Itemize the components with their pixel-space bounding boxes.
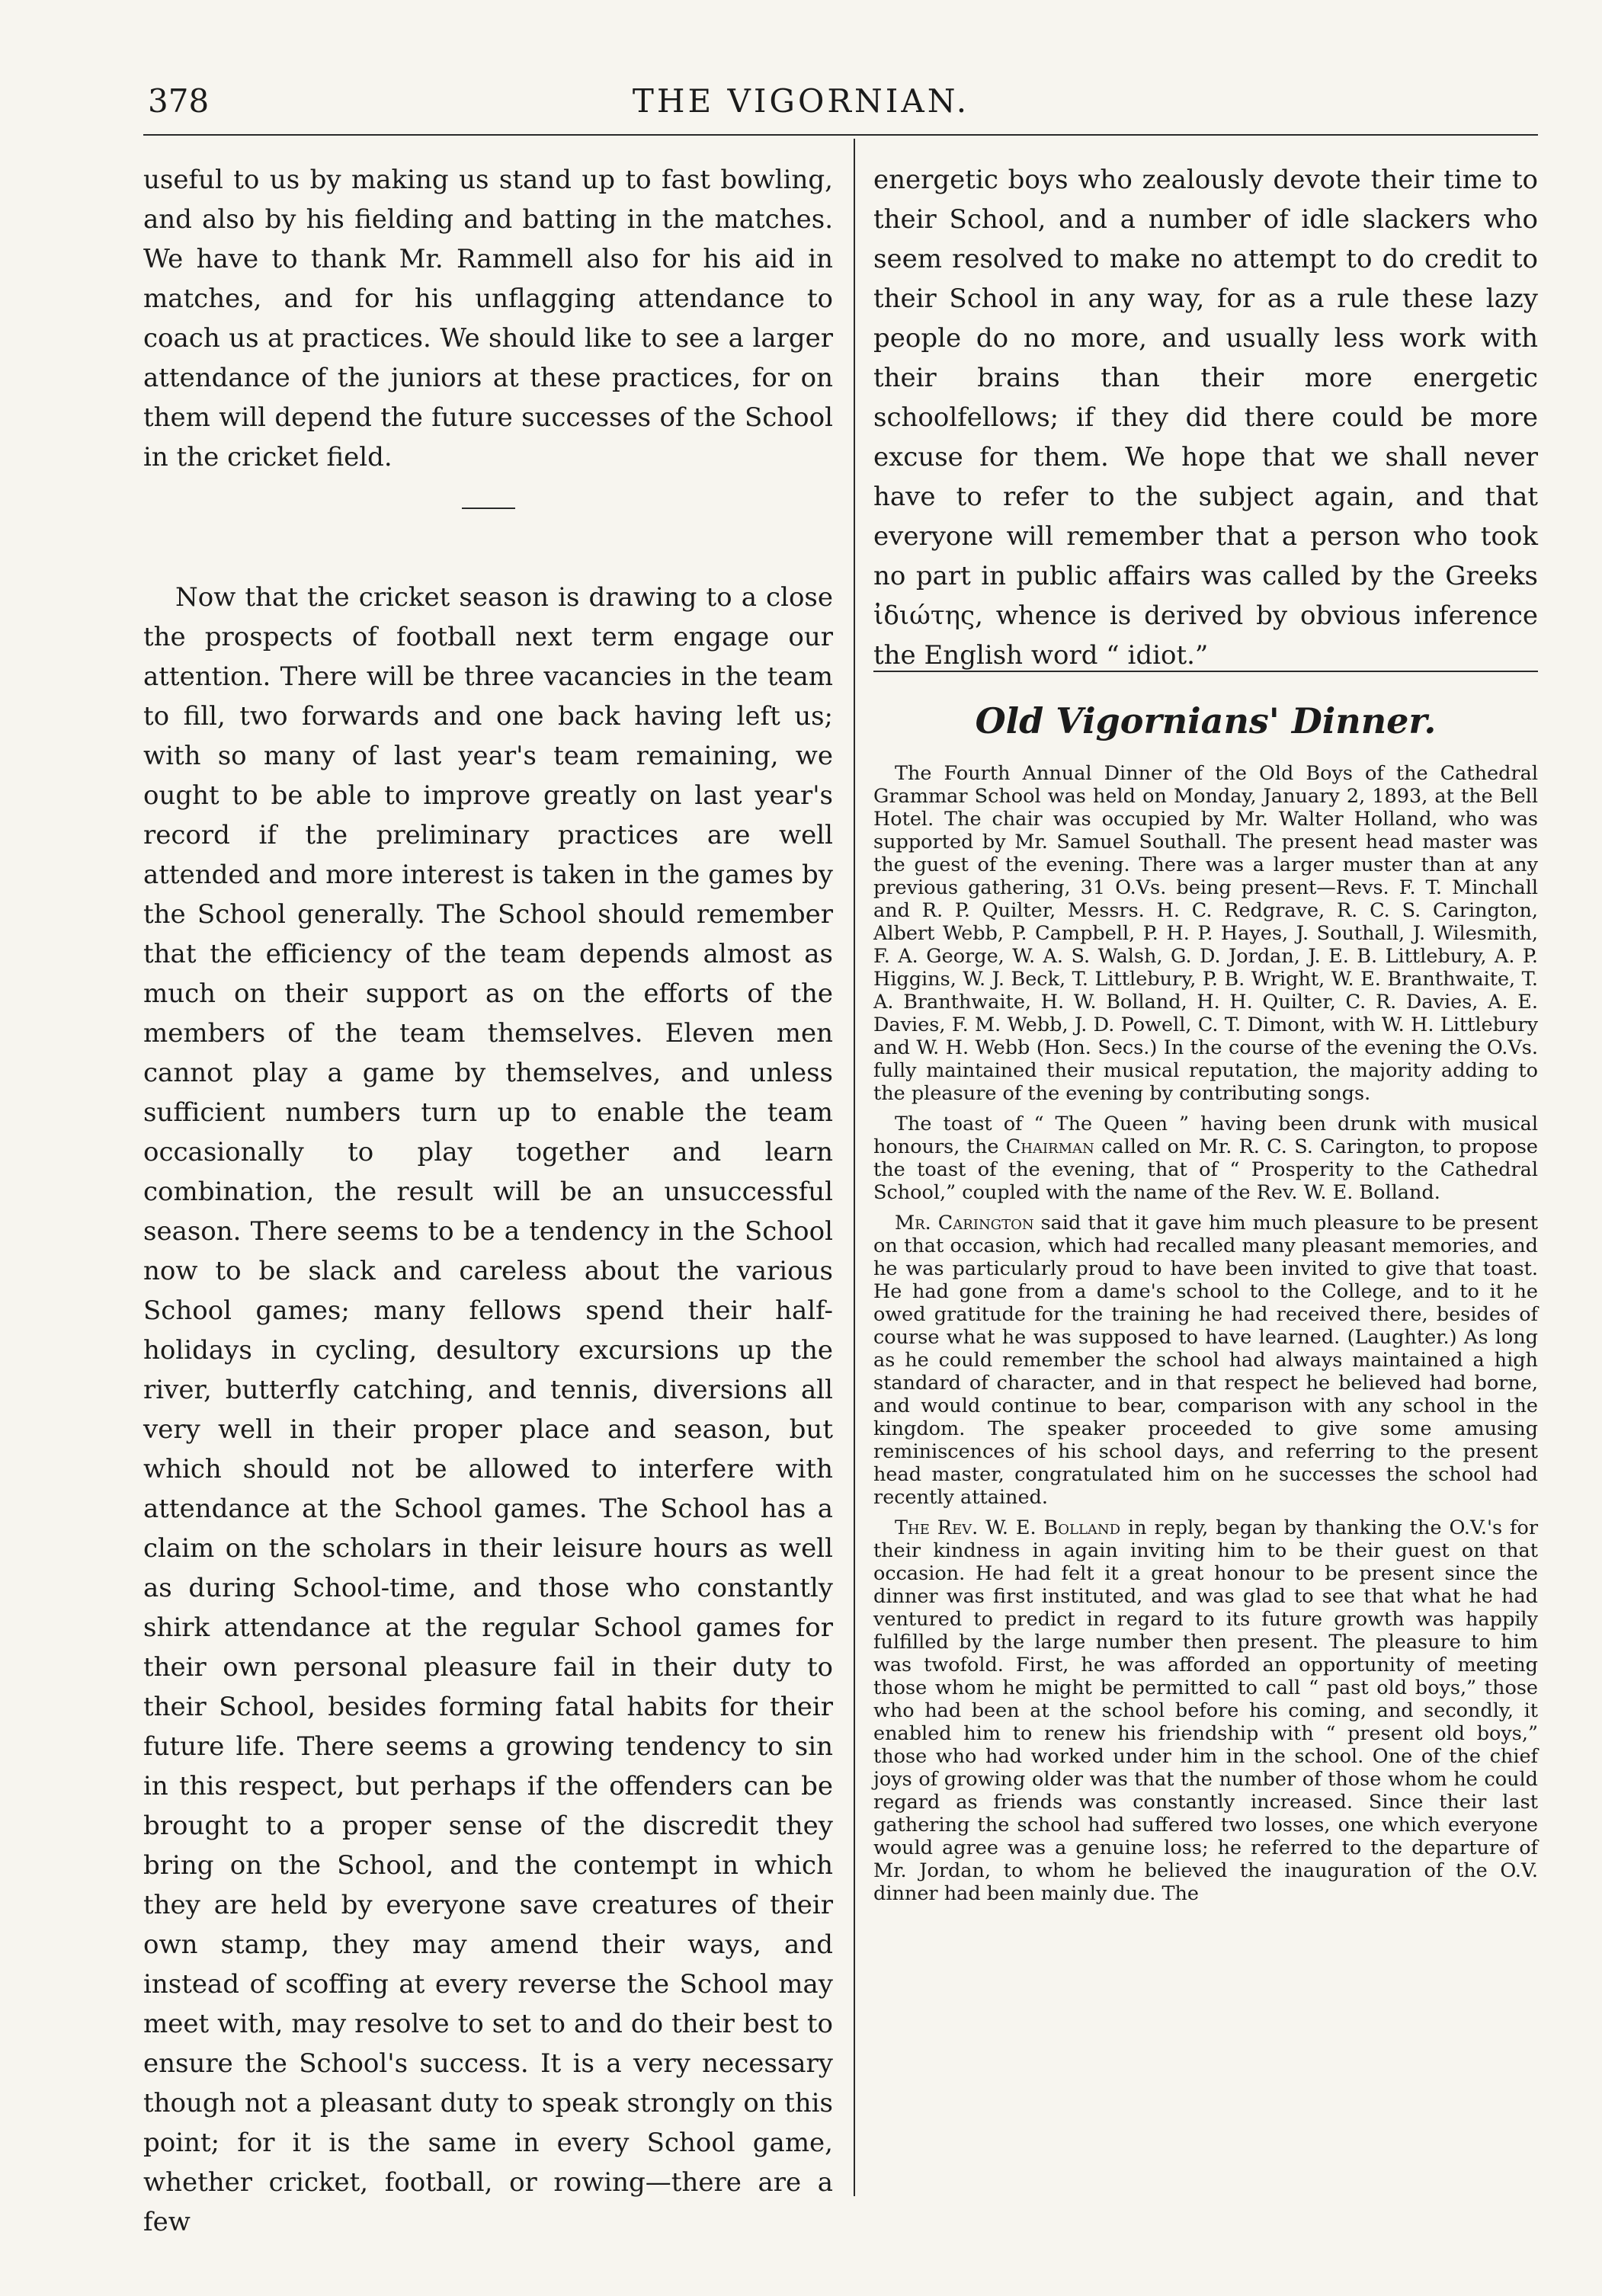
dinner-paragraph-4 — [873, 1516, 1538, 1905]
header-rule — [143, 134, 1538, 136]
dinner-paragraph-2-after: called on Mr. R. C. S. Carington, to propose the toast of the evening, that of “ Prosperity to the Cathedral School,” coupled with the name of the Rev. W. E. Bolland. — [873, 1135, 1539, 1204]
dinner-paragraph-2 — [873, 1113, 1538, 1204]
left-column — [143, 160, 833, 2242]
article-rule — [873, 671, 1538, 672]
dinner-report — [873, 762, 1538, 1913]
left-paragraph-1: useful to us by making us stand up to fast bowling, and also by his fielding and batting in the matches. We have to thank Mr. Rammell also for his aid in matches, and for his unflagging attendance to coach us at practices. We should like to see a larger attendance of the juniors at these practices, for on them will depend the future successes of the School in the cricket field. — [143, 165, 833, 472]
article-title: Old Vigornians' Dinner. — [975, 700, 1437, 741]
dinner-paragraph-4-text: in reply, began by thanking the O.V.'s for their kindness in again inviting him to be their guest on that occasion. He had felt it a great honour to be present since the dinner was first instituted, and was glad to see that what he had ventured to predict in regard to its future growth was happily fulfilled by the large number then present. The pleasure to him was twofold. First, he was afforded an opportunity of meeting those whom he might be permitted to call “ past old boys,” those who had been at the school before his coming, and secondly, it enabled him to renew his friendship with “ present old boys,” those who had worked under him in the school. One of the chief joys of growing older was that the number of those whom he could regard as friends was constantly increased. Since their last gathering the school had suffered two losses, one which everyone would agree was a genuine loss; he referred to the departure of Mr. Jordan, to whom he believed the inauguration of the O.V. dinner had been mainly due. The — [873, 1516, 1539, 1905]
speaker-carington: Mr. Carington — [895, 1212, 1034, 1234]
speaker-chairman: Chairman — [1005, 1135, 1094, 1158]
speaker-bolland: The Rev. W. E. Bolland — [895, 1516, 1121, 1539]
running-title: THE VIGORNIAN. — [632, 82, 970, 120]
left-paragraph-2: Now that the cricket season is drawing to a close the prospects of football next term engage our attention. There will be three vacancies in the team to fill, two forwards and one back having left us; with so many of last year's team remaining, we ought to be able to improve greatly on last year's record if the preliminary practices are well attended and more interest is taken in the games by the School generally. The School should remember that the efficiency of the team depends almost as much on their support as on the efforts of the members of the team themselves. Eleven men cannot play a game by themselves, and unless sufficient numbers turn up to enable the team occasionally to play together and learn combination, the result will be an unsuccessful season. There seems to be a tendency in the School now to be slack and careless about the various School games; many fellows spend their half-holidays in cycling, desultory excursions up the river, butterfly catching, and tennis, diversions all very well in their proper place and season, but which should not be allowed to interfere with attendance at the School games. The School has a claim on the scholars in their leisure hours as well as during School-time, and those who constantly shirk attendance at the regular School games for their own personal pleasure fail in their duty to their School, besides forming fatal habits for their future life. There seems a growing tendency to sin in this respect, but perhaps if the offenders can be brought to a proper sense of the discredit they bring on the School, and the contempt in which they are held by everyone save creatures of their own stamp, they may amend their ways, and instead of scoffing at every reverse the School may meet with, may resolve to set to and do their best to ensure the School's success. It is a very necessary though not a pleasant duty to speak strongly on this point; for it is the same in every School game, whether cricket, football, or rowing—there are a few — [143, 582, 833, 2237]
dinner-paragraph-2-before: The toast of “ The Queen ” having been drunk with musical honours, the — [873, 1113, 1538, 1158]
right-continuation-paragraph: energetic boys who zealously devote their time to their School, and a number of idle slackers who seem resolved to make no attempt to do credit to their School in any way, for as a rule these lazy people do no more, and usually less work with their brains than their more energetic schoolfellows; if they did there could be more excuse for them. We hope that we shall never have to refer to the subject again, and that everyone will remember that a person who took no part in public affairs was called by the Greeks ἰδιώτης, whence is derived by obvious inference the English word “ idiot.” — [873, 165, 1538, 671]
dinner-paragraph-3-text: said that it gave him much pleasure to be present on that occasion, which had recalled many pleasant memories, and he was particularly proud to have been invited to give that toast. He had gone from a dame's school to the College, and to it he owed gratitude for the training he had received there, besides of course what he was supposed to have learned. (Laughter.) As long as he could remember the school had always maintained a high standard of character, and in that respect he believed had borne, and would continue to bear, comparison with any school in the kingdom. The speaker proceeded to give some amusing reminiscences of his school days, and referring to the present head master, congratulated him on he successes the school had recently attained. — [873, 1212, 1538, 1509]
dinner-paragraph-3 — [873, 1212, 1538, 1509]
column-rule — [854, 139, 855, 2196]
section-divider — [462, 508, 515, 509]
right-column-continuation — [873, 160, 1538, 675]
dinner-paragraph-1: The Fourth Annual Dinner of the Old Boys of the Cathedral Grammar School was held on Monday, January 2, 1893, at the Bell Hotel. The chair was occupied by Mr. Walter Holland, who was supported by Mr. Samuel Southall. The present head master was the guest of the evening. There was a larger muster than at any previous gathering, 31 O.Vs. being present—Revs. F. T. Minchall and R. P. Quilter, Messrs. H. C. Redgrave, R. C. S. Carington, Albert Webb, P. Campbell, P. H. P. Hayes, J. Southall, J. Wilesmith, F. A. George, W. A. S. Walsh, G. D. Jordan, J. E. B. Littlebury, A. P. Higgins, W. J. Beck, T. Littlebury, P. B. Wright, W. E. Branthwaite, T. A. Branthwaite, H. W. Bolland, H. H. Quilter, C. R. Davies, A. E. Davies, F. M. Webb, J. D. Powell, C. T. Dimont, with W. H. Littlebury and W. H. Webb (Hon. Secs.) In the course of the evening the O.Vs. fully maintained their musical reputation, the majority adding to the pleasure of the evening by contributing songs. — [873, 762, 1538, 1105]
page-number: 378 — [148, 82, 210, 120]
